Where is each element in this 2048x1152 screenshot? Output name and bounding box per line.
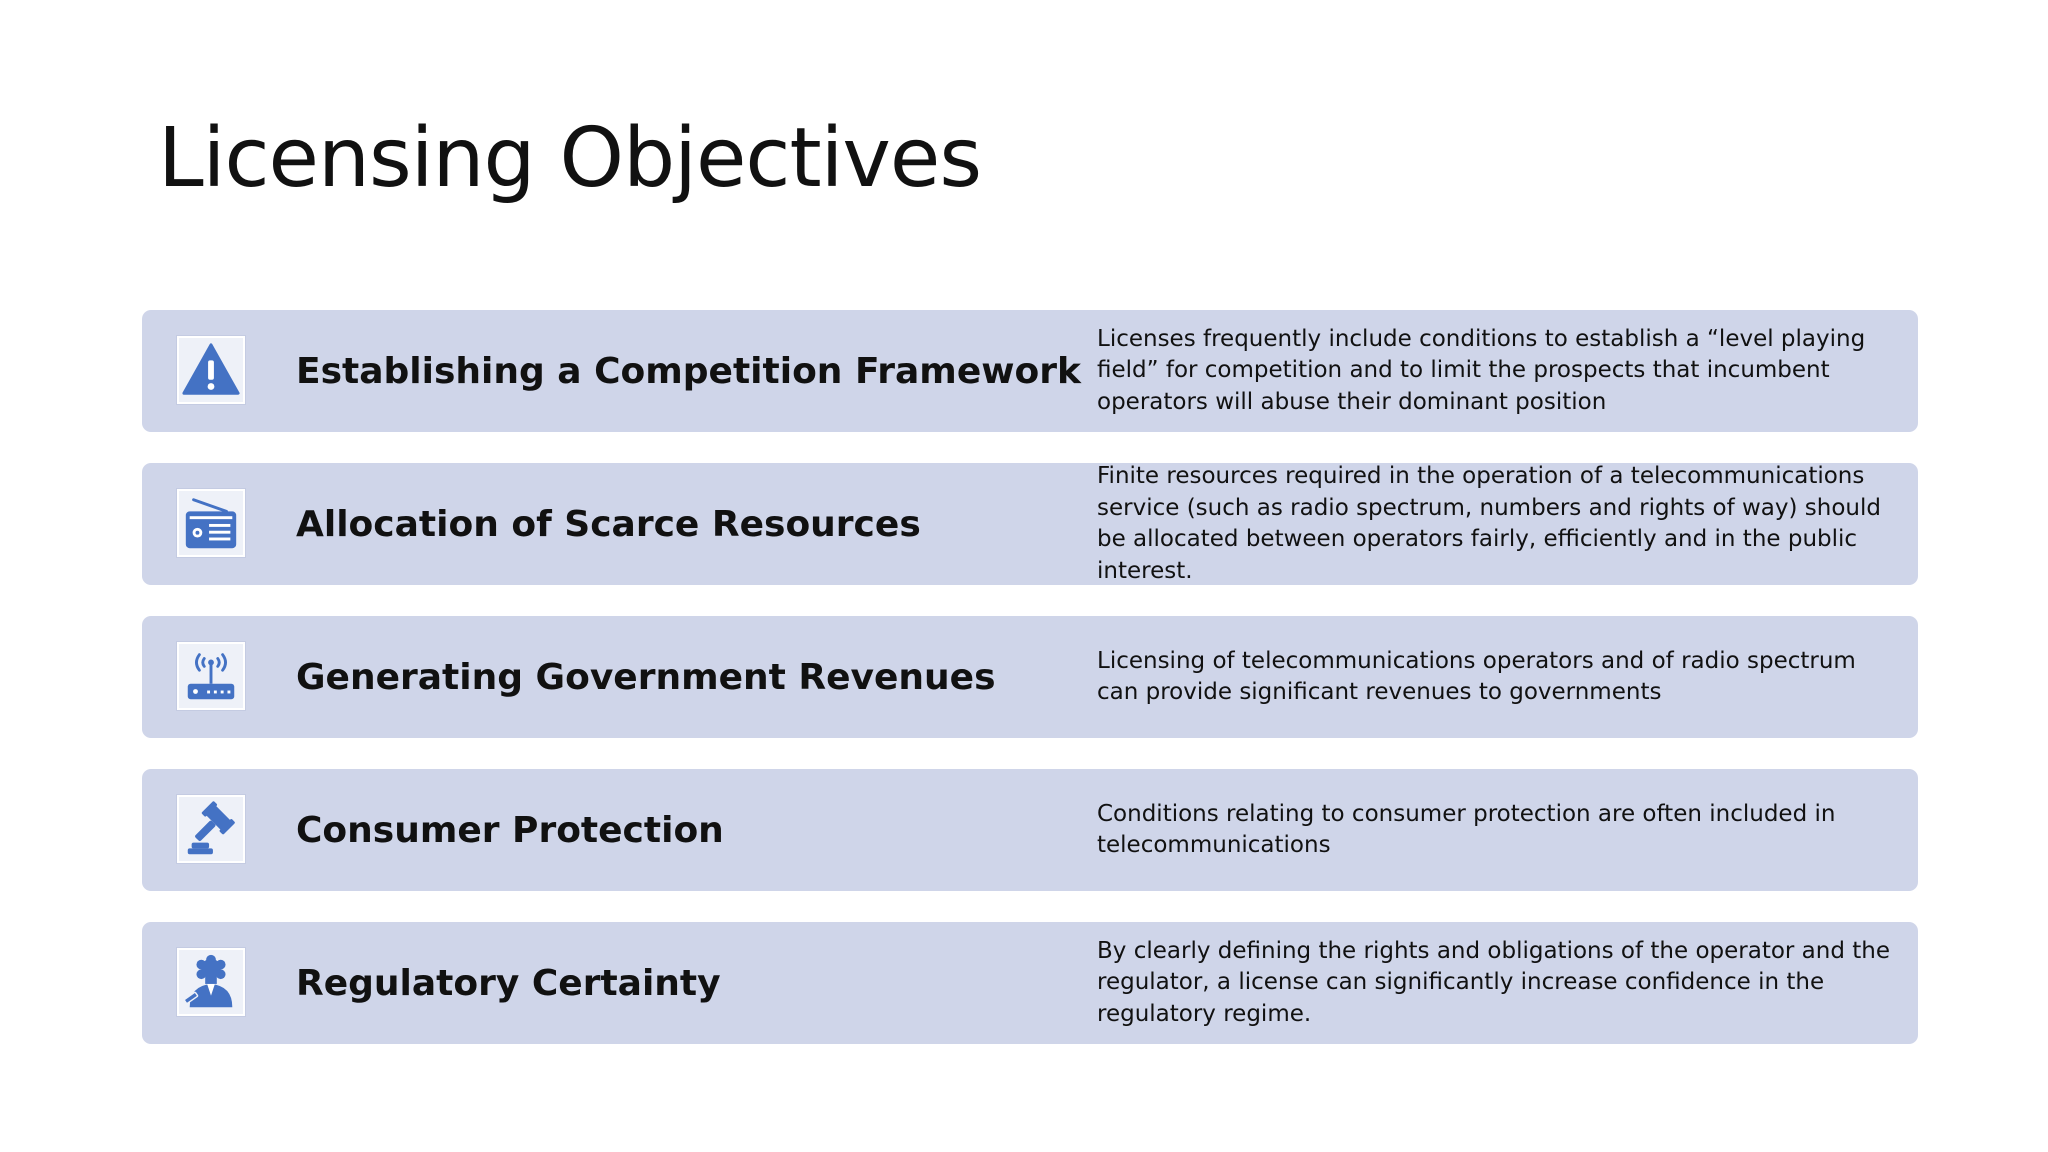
objective-description: Finite resources required in the operation of a telecommunications service (such as radio spectrum, numbers and rights of way) should be allocated between operators fairly, efficiently and in the public interest. (1097, 463, 1881, 584)
radio-icon (177, 489, 245, 557)
objective-row-regulatory-certainty (142, 922, 1918, 1044)
slide-title: Licensing Objectives (158, 111, 982, 206)
objective-title: Generating Government Revenues (296, 656, 996, 698)
objective-row-consumer-protection (142, 769, 1918, 891)
judge-icon (177, 948, 245, 1016)
objective-row-competition (142, 310, 1918, 432)
gavel-icon (177, 795, 245, 863)
warning-icon (177, 336, 245, 404)
objective-row-revenues (142, 616, 1918, 738)
objectives-list (142, 310, 1918, 1075)
objective-title: Establishing a Competition Framework (296, 350, 1081, 392)
objective-description: Licenses frequently include conditions to establish a “level playing field” for competition and to limit the prospects that incumbent operators will abuse their dominant position (1097, 325, 1866, 415)
objective-title: Allocation of Scarce Resources (296, 503, 921, 545)
objective-title: Consumer Protection (296, 809, 724, 851)
wireless-router-icon (177, 642, 245, 710)
objective-description: Licensing of telecommunications operators and of radio spectrum can provide significant revenues to governments (1097, 647, 1856, 705)
objective-description: By clearly defining the rights and obligations of the operator and the regulator, a license can significantly increase confidence in the regulatory regime. (1097, 937, 1891, 1027)
objective-description: Conditions relating to consumer protection are often included in telecommunications (1097, 800, 1836, 858)
objective-title: Regulatory Certainty (296, 962, 721, 1004)
objective-row-scarce-resources (142, 463, 1918, 585)
